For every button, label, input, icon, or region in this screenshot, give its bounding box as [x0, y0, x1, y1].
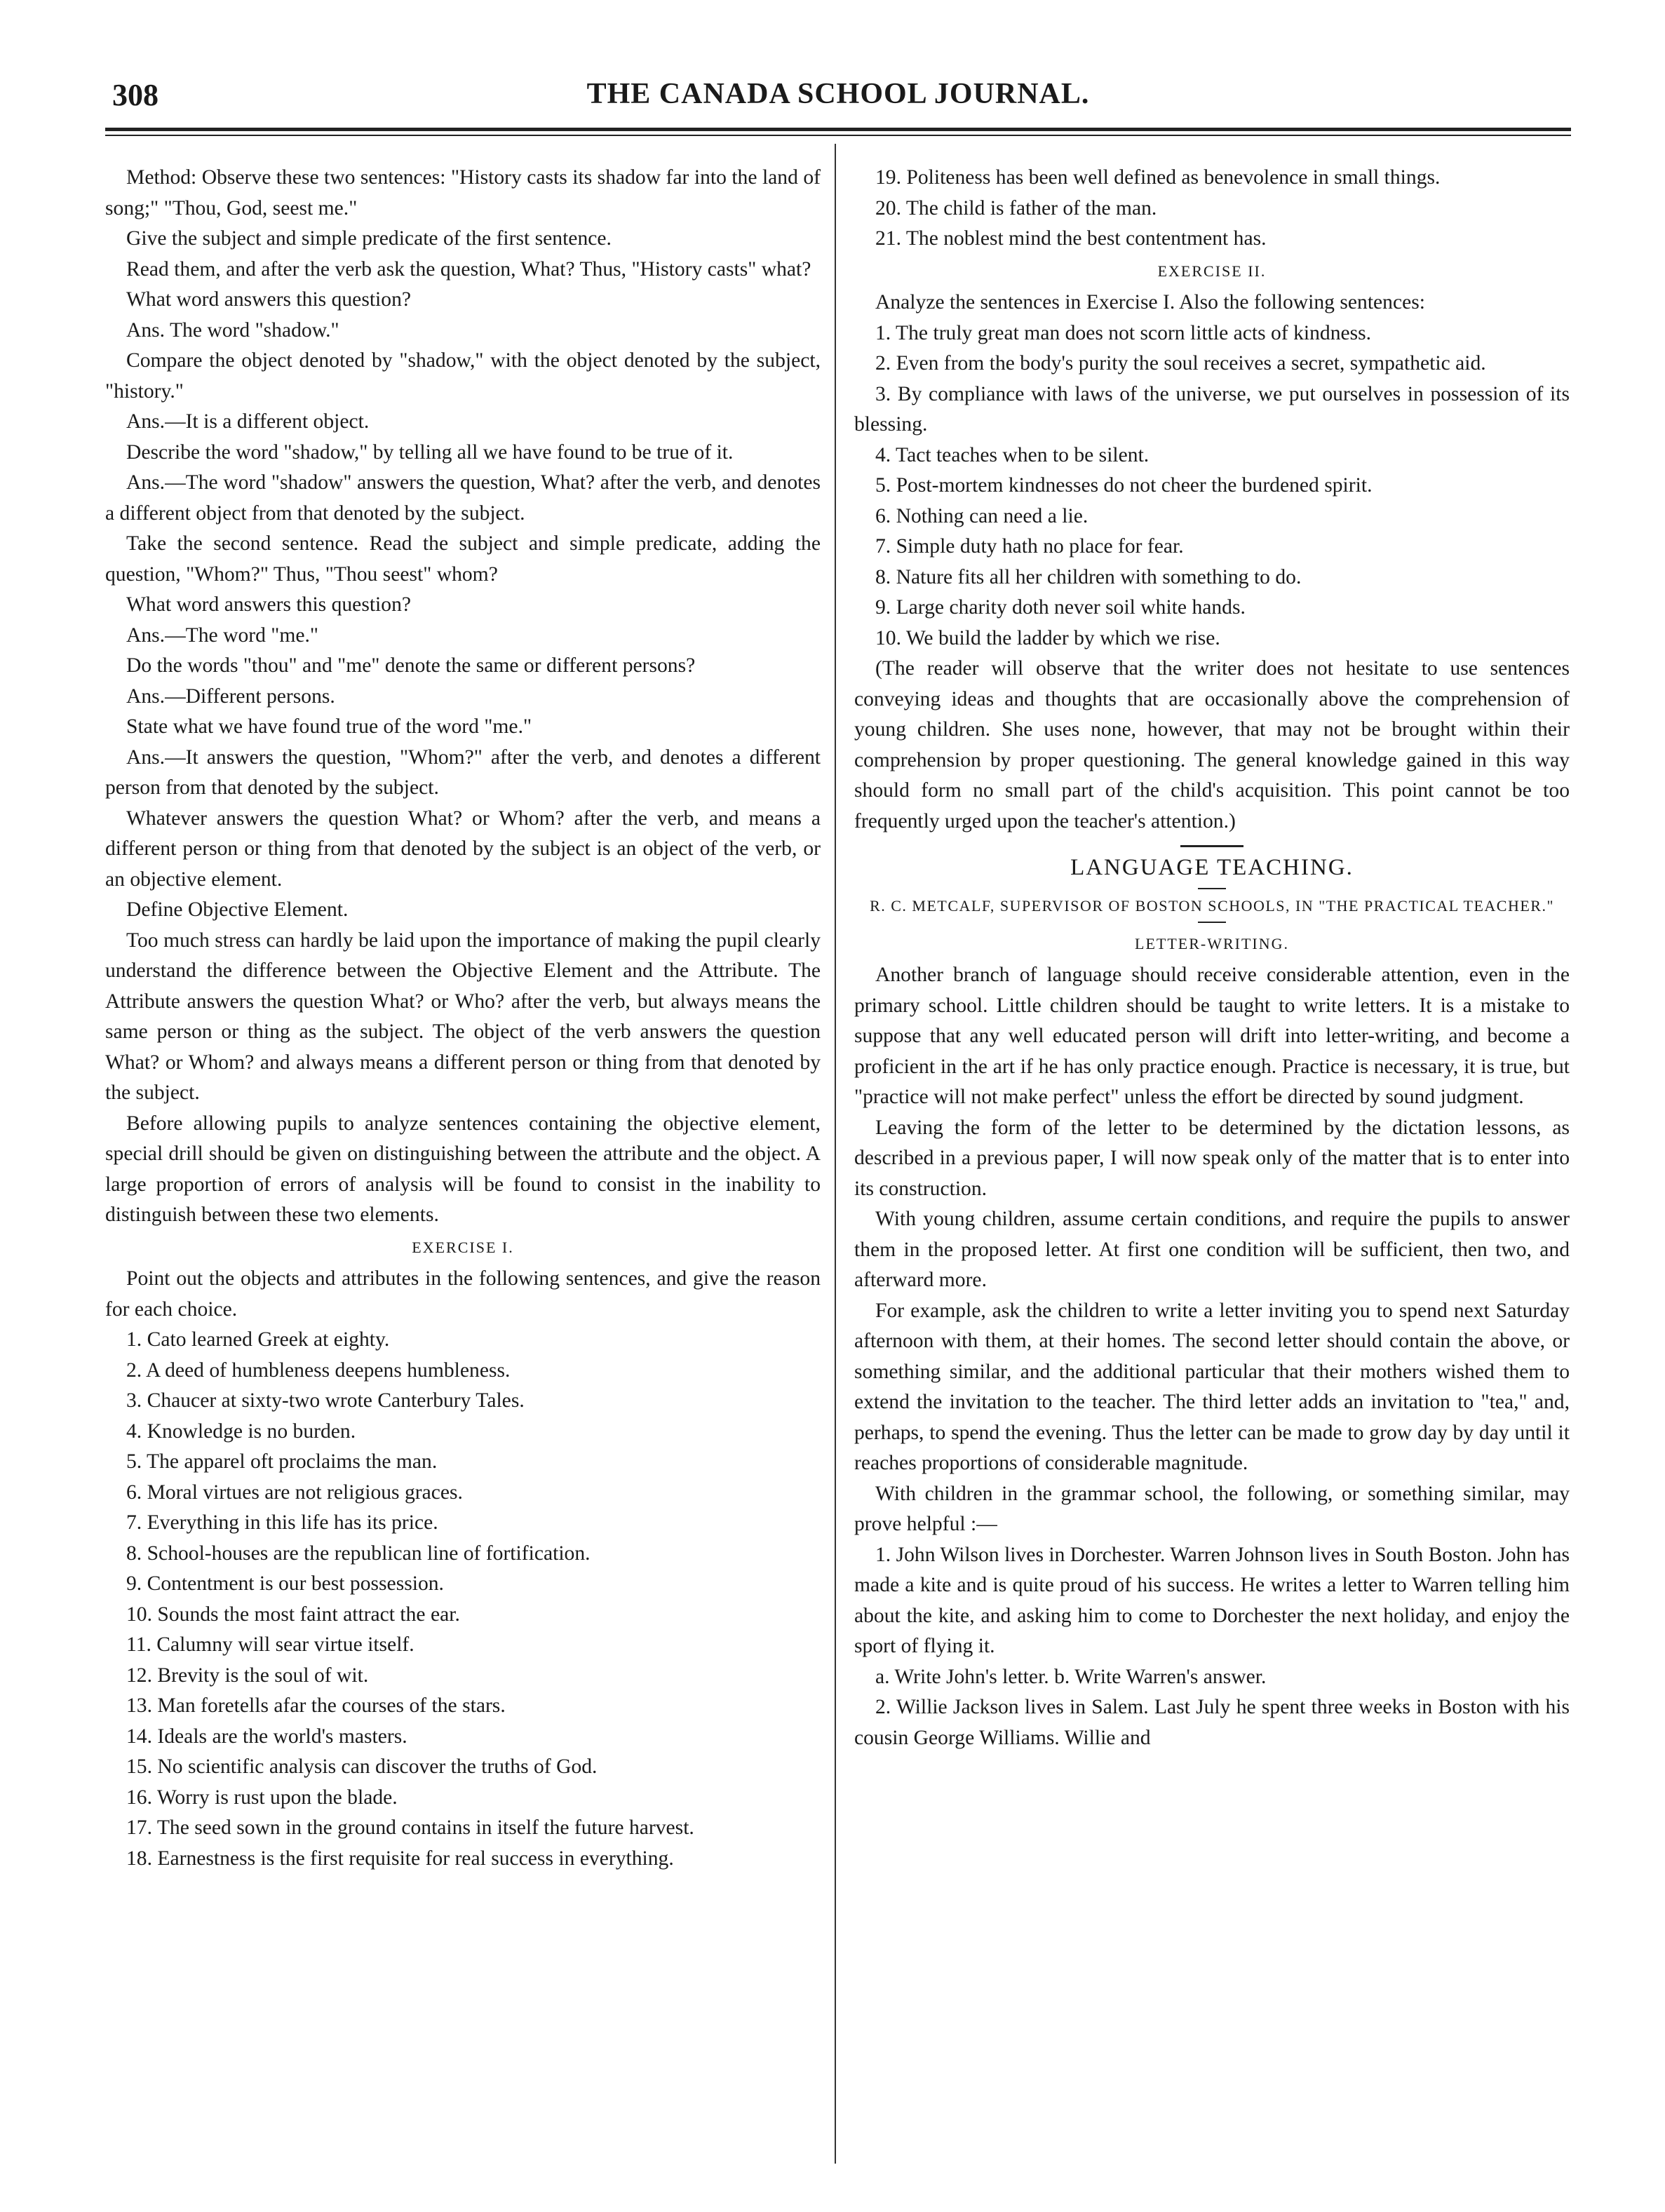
paragraph: 1. John Wilson lives in Dorchester. Warren Johnson lives in South Boston. John has made a kite and is quite proud of his success. He writes a letter to Warren telling him about the kite, and asking him to come to Dorchester the next holiday, and enjoy the sport of flying it. [854, 1543, 1570, 1657]
list-item: 2. A deed of humbleness deepens humbleness. [126, 1358, 511, 1382]
exercise-2-heading: EXERCISE II. [1157, 262, 1267, 280]
byline-separator [1198, 922, 1226, 923]
journal-title: THE CANADA SCHOOL JOURNAL. [586, 78, 1090, 110]
left-column [105, 163, 821, 1874]
page-header [105, 77, 1571, 119]
list-item: 8. School-houses are the republican line of fortification. [126, 1542, 591, 1565]
paragraph: State what we have found true of the word "me." [126, 715, 532, 738]
paragraph: Too much stress can hardly be laid upon the importance of making the pupil clearly understand the difference between the Objective Element and the Attribute. The Attribute answers the question What? or Who? after the verb, but always means the same person or thing as the subject. The object of the verb answers the question What? or Whom? and always means a different person or thing from that denoted by the subject. [105, 929, 821, 1104]
list-item: 1. Cato learned Greek at eighty. [126, 1328, 390, 1351]
paragraph: What word answers this question? [126, 593, 412, 616]
byline: R. C. METCALF, SUPERVISOR OF BOSTON SCHOOLS, IN "THE PRACTICAL TEACHER." [870, 896, 1554, 915]
list-item: 5. Post-mortem kindnesses do not cheer the burdened spirit. [875, 474, 1373, 497]
list-item: 16. Worry is rust upon the blade. [126, 1786, 398, 1809]
answer: Ans.—The word "me." [126, 623, 319, 647]
paragraph: Read them, and after the verb ask the question, What? Thus, "History casts" what? [126, 257, 811, 281]
header-rule-thick [105, 128, 1571, 131]
section-separator [1180, 845, 1243, 847]
list-item: 9. Contentment is our best possession. [126, 1572, 444, 1595]
list-item: 11. Calumny will sear virtue itself. [126, 1633, 414, 1656]
header-rule-thin [105, 135, 1571, 136]
paragraph-definition: Whatever answers the question What? or Whom? after the verb, and means a different person or thing from that denoted by the subject is an object of the verb, or an objective element. [105, 807, 821, 891]
right-column [854, 163, 1570, 1753]
list-item: 13. Man foretells afar the courses of the stars. [126, 1694, 506, 1717]
list-item: 20. The child is father of the man. [875, 196, 1157, 220]
answer: Ans.—The word "shadow" answers the question, What? after the verb, and denotes a different object from that denoted by the subject. [105, 471, 821, 525]
paragraph: With children in the grammar school, the following, or something similar, may prove helpful :— [854, 1482, 1570, 1535]
list-item: 18. Earnestness is the first requisite for real success in everything. [126, 1847, 674, 1870]
answer: Ans. The word "shadow." [126, 318, 339, 342]
list-item: 9. Large charity doth never soil white hands. [875, 596, 1246, 619]
list-item: 14. Ideals are the world's masters. [126, 1725, 407, 1748]
paragraph: Take the second sentence. Read the subject and simple predicate, adding the question, "Whom?" Thus, "Thou seest" whom? [105, 532, 821, 586]
list-item: 17. The seed sown in the ground contains in itself the future harvest. [126, 1816, 694, 1839]
title-separator [1198, 888, 1226, 889]
list-item: 3. By compliance with laws of the universe, we put ourselves in possession of its blessing. [854, 382, 1570, 436]
list-item: 5. The apparel oft proclaims the man. [126, 1450, 438, 1473]
list-item: 2. Even from the body's purity the soul receives a secret, sympathetic aid. [875, 352, 1486, 375]
paragraph: Before allowing pupils to analyze sentences containing the objective element, special drill should be given on distinguishing between the attribute and the object. A large proportion of errors of analysis will be found to consist in the inability to distinguish between these two elements. [105, 1112, 821, 1226]
page-number: 308 [112, 78, 159, 112]
answer: Ans.—It is a different object. [126, 410, 370, 433]
paragraph: 2. Willie Jackson lives in Salem. Last July he spent three weeks in Boston with his cousin George Williams. Willie and [854, 1696, 1570, 1749]
exercise-1-intro: Point out the objects and attributes in the following sentences, and give the reason for each choice. [105, 1267, 821, 1321]
column-divider [835, 144, 836, 2164]
answer: Ans.—It answers the question, "Whom?" after the verb, and denotes a different person from that denoted by the subject. [105, 746, 821, 799]
list-item: 3. Chaucer at sixty-two wrote Canterbury Tales. [126, 1389, 525, 1412]
list-item: 1. The truly great man does not scorn little acts of kindness. [875, 321, 1372, 344]
list-item: 4. Knowledge is no burden. [126, 1419, 356, 1443]
paragraph: Give the subject and simple predicate of the first sentence. [126, 227, 612, 250]
paragraph: With young children, assume certain conditions, and require the pupils to answer them in the proposed letter. At first one condition will be sufficient, then two, and afterward more. [854, 1208, 1570, 1291]
paragraph-method: Method: Observe these two sentences: "History casts its shadow far into the land of song;" "Thou, God, seest me." [105, 166, 821, 220]
list-item: 12. Brevity is the soul of wit. [126, 1664, 369, 1687]
list-item: 19. Politeness has been well defined as benevolence in small things. [875, 166, 1441, 189]
paragraph: Define Objective Element. [126, 898, 349, 921]
list-item: 4. Tact teaches when to be silent. [875, 443, 1150, 466]
list-item: 6. Moral virtues are not religious graces. [126, 1481, 463, 1504]
list-item: 10. Sounds the most faint attract the ear. [126, 1603, 460, 1626]
section-title: LANGUAGE TEACHING. [1070, 855, 1354, 880]
list-item: 7. Everything in this life has its price. [126, 1511, 438, 1534]
editor-note: (The reader will observe that the writer does not hesitate to use sentences conveying ideas and thoughts that are occasionally above the comprehension of young children. She uses none, however, that may not be brought within their comprehension by proper questioning. The general knowledge gained in this way should form no small part of the child's acquisition. This point cannot be too frequently urged upon the teacher's attention.) [854, 657, 1570, 832]
list-item: 8. Nature fits all her children with something to do. [875, 565, 1302, 588]
paragraph: a. Write John's letter. b. Write Warren's answer. [875, 1665, 1267, 1688]
paragraph: Do the words "thou" and "me" denote the same or different persons? [126, 654, 696, 677]
list-item: 21. The noblest mind the best contentment has. [875, 227, 1267, 250]
paragraph: What word answers this question? [126, 288, 412, 311]
paragraph: For example, ask the children to write a letter inviting you to spend next Saturday afternoon with them, at their homes. The second letter should contain the above, or something similar, and the additional particular that their mothers wished them to extend the invitation to the teacher. The third letter adds an invitation to "tea," and, perhaps, to spend the evening. Thus the letter can be made to grow day by day until it reaches proportions of considerable magnitude. [854, 1299, 1570, 1474]
list-item: 7. Simple duty hath no place for fear. [875, 535, 1184, 558]
paragraph: Another branch of language should receive considerable attention, even in the primary school. Little children should be taught to write letters. It is a mistake to suppose that any well educated person will drift into letter-writing, and become a proficient in the art if he has only practice enough. Practice is necessary, it is true, but "practice will not make perfect" unless the effort be directed by sound judgment. [854, 964, 1570, 1108]
exercise-1-heading: EXERCISE I. [412, 1238, 514, 1256]
list-item: 10. We build the ladder by which we rise. [875, 626, 1220, 649]
subheading: LETTER-WRITING. [1135, 934, 1289, 952]
paragraph: Describe the word "shadow," by telling all we have found to be true of it. [126, 440, 734, 464]
list-item: 15. No scientific analysis can discover the truths of God. [126, 1755, 598, 1778]
paragraph: Compare the object denoted by "shadow," with the object denoted by the subject, "history." [105, 349, 821, 403]
answer: Ans.—Different persons. [126, 684, 335, 708]
paragraph: Leaving the form of the letter to be determined by the dictation lessons, as described in a previous paper, I will now speak only of the matter that is to enter into its construction. [854, 1116, 1570, 1200]
exercise-2-intro: Analyze the sentences in Exercise I. Also the following sentences: [875, 291, 1425, 313]
list-item: 6. Nothing can need a lie. [875, 504, 1088, 527]
